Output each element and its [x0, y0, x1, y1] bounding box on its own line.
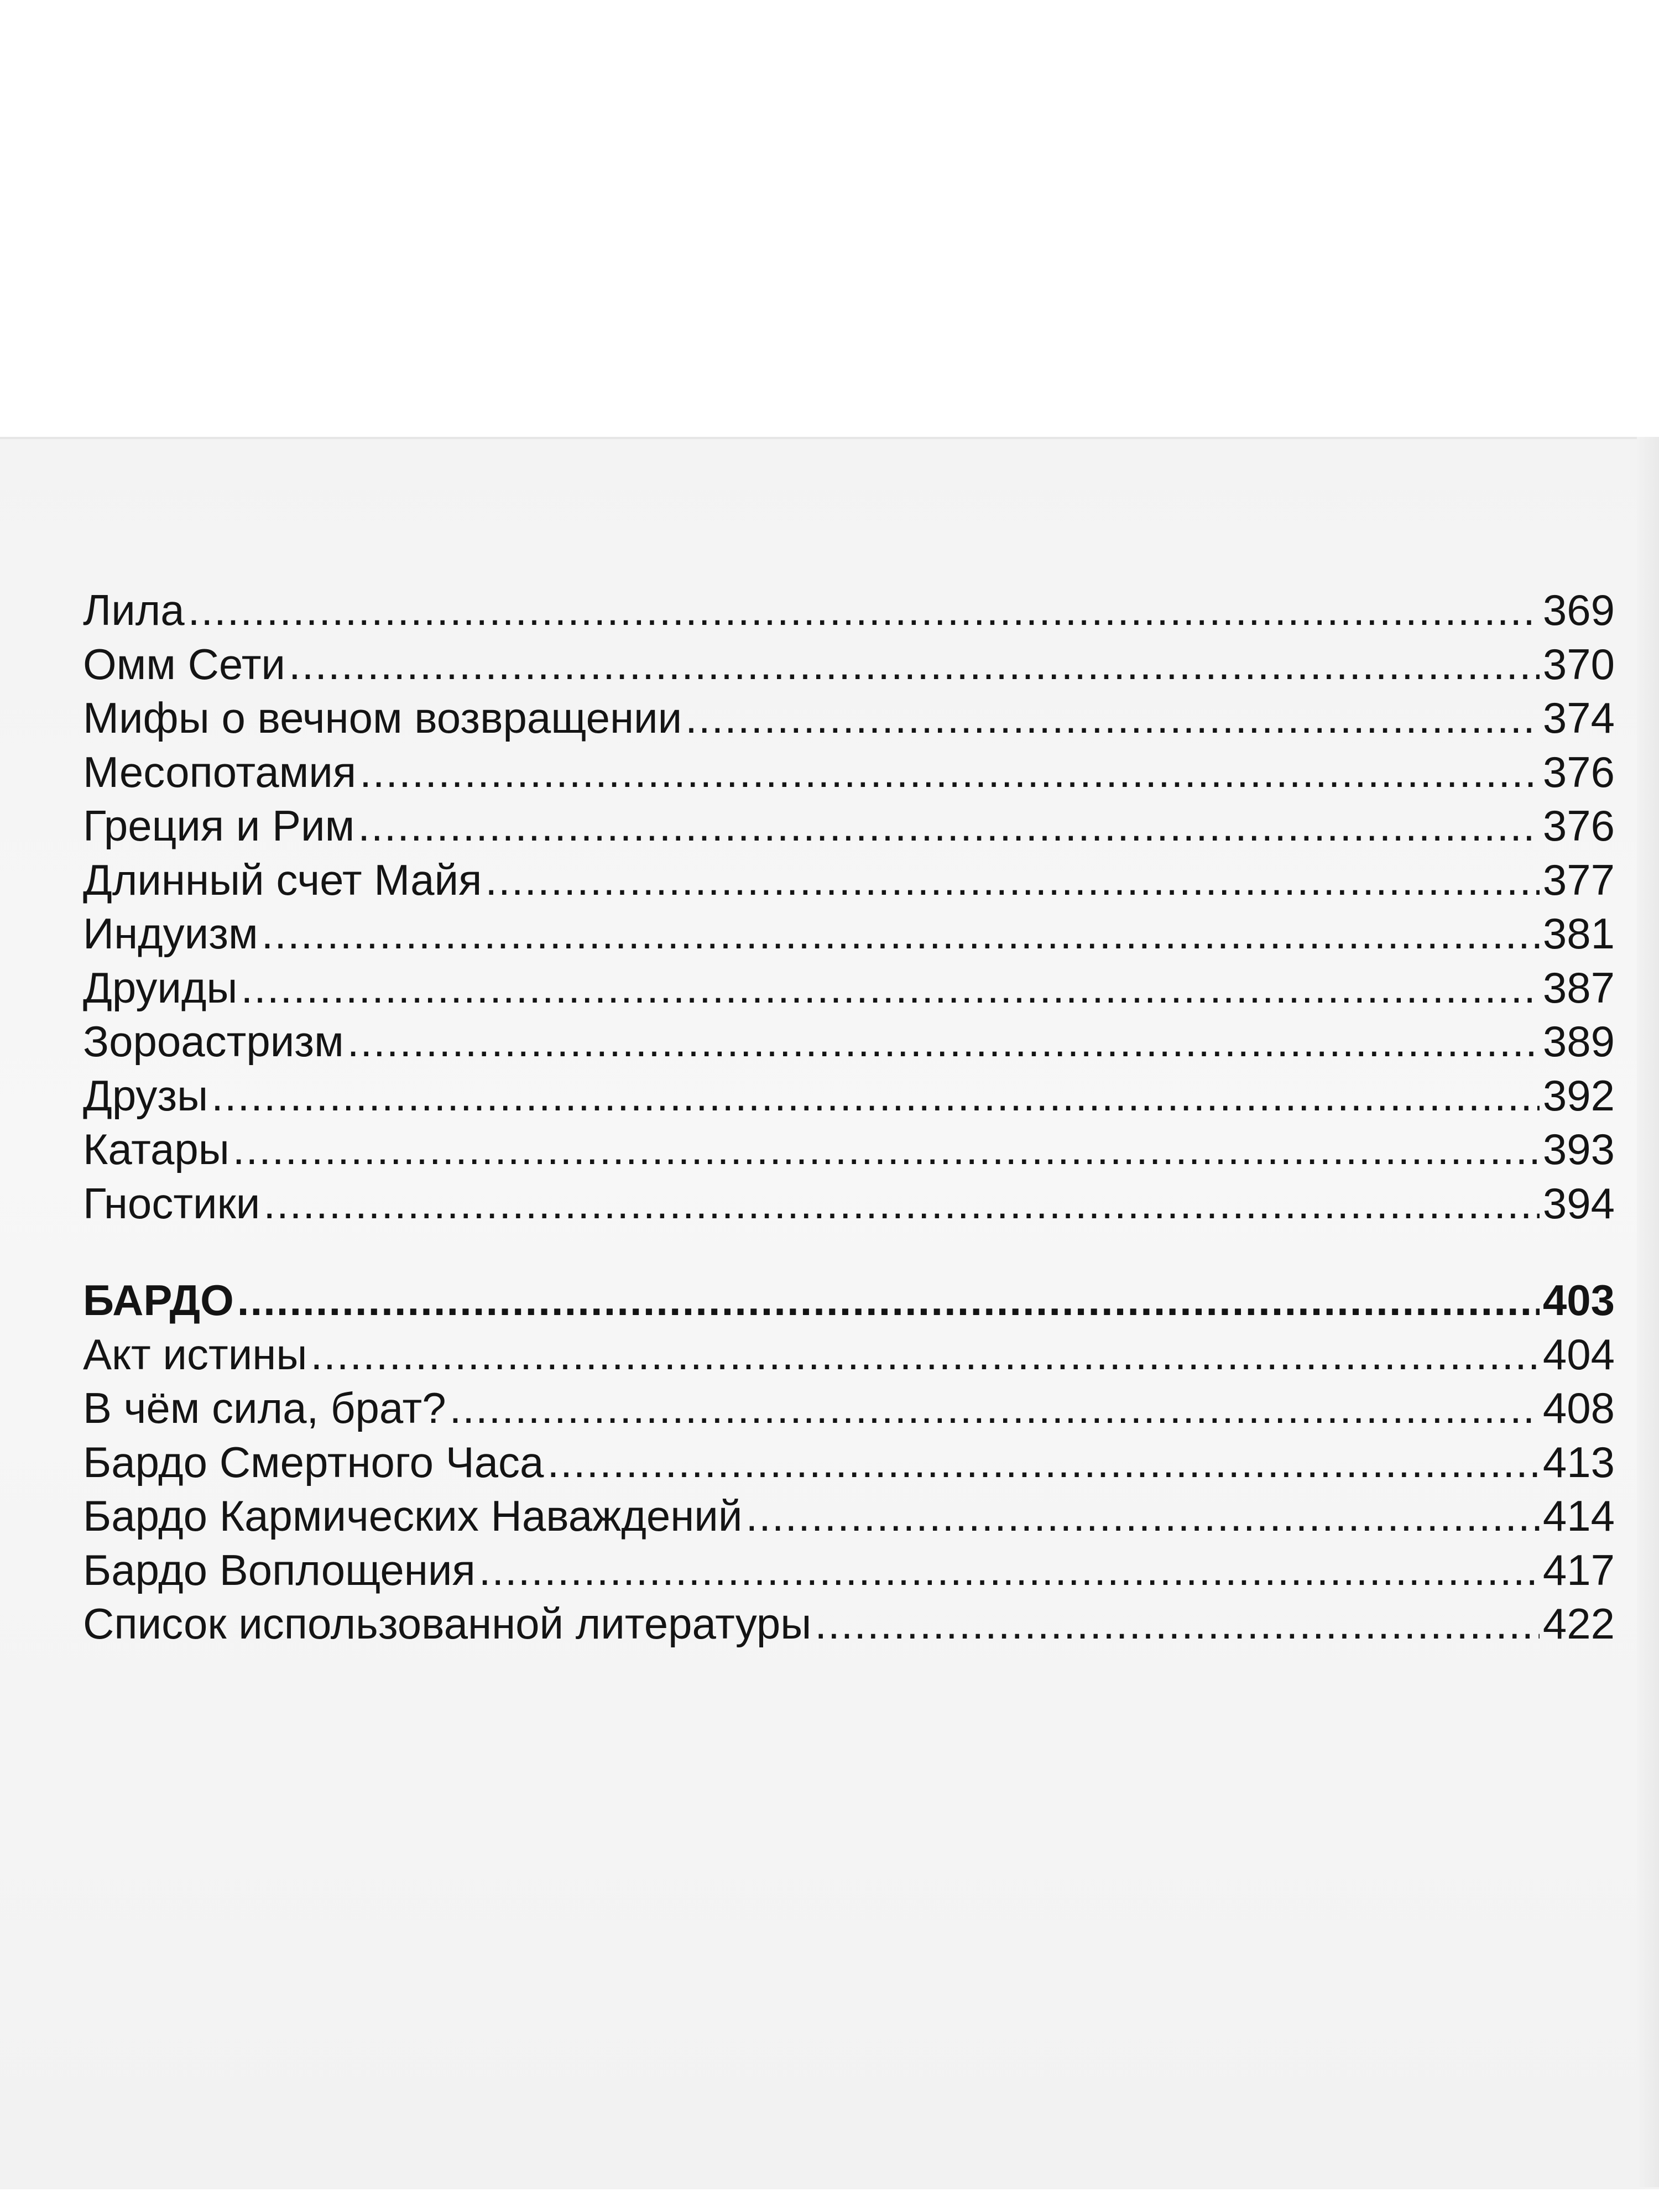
- toc-entry-myths: [83, 691, 1615, 745]
- toc-dot-leader: [347, 1015, 1540, 1069]
- toc-entry-page: 392: [1542, 1071, 1615, 1120]
- toc-entry-bardo-incarnation: [83, 1543, 1615, 1598]
- toc-entry-mesopotamia: [83, 745, 1615, 800]
- toc-entry-title: Индуизм: [83, 909, 258, 958]
- toc-dot-leader: [263, 1177, 1540, 1231]
- toc-entry-title: Друзы: [83, 1071, 208, 1120]
- toc-dot-leader: [450, 1381, 1540, 1436]
- toc-dot-leader: [485, 853, 1540, 907]
- toc-entry-maya-long-count: [83, 853, 1615, 907]
- toc-entry-page: 376: [1542, 747, 1615, 796]
- toc-dot-leader: [685, 691, 1540, 745]
- toc-entry-title: Гностики: [83, 1178, 260, 1228]
- toc-entry-title: Омм Сети: [83, 639, 286, 688]
- toc-entry-title: Катары: [83, 1125, 229, 1173]
- toc-entry-omm-seti: [83, 638, 1615, 692]
- toc-entry-page: 394: [1542, 1178, 1615, 1228]
- toc-entry-cathars: [83, 1123, 1615, 1177]
- toc-dot-leader: [237, 1274, 1540, 1328]
- toc-section-bardo: [83, 1274, 1615, 1328]
- toc-entry-act-of-truth: [83, 1328, 1615, 1382]
- toc-entry-druze: [83, 1069, 1615, 1123]
- toc-entry-page: 381: [1542, 909, 1615, 958]
- toc-entry-title: Список использованной литературы: [83, 1599, 812, 1648]
- toc-section-page: 403: [1542, 1276, 1615, 1324]
- toc-dot-leader: [289, 638, 1540, 692]
- toc-entry-page: 417: [1542, 1545, 1615, 1594]
- toc-entry-page: 389: [1542, 1017, 1615, 1066]
- toc-dot-leader: [188, 583, 1540, 638]
- toc-entry-druids: [83, 961, 1615, 1015]
- toc-entry-greece-rome: [83, 799, 1615, 853]
- toc-entry-zoroastrianism: [83, 1015, 1615, 1069]
- toc-entry-bibliography: [83, 1597, 1615, 1651]
- toc-entry-page: 374: [1542, 693, 1615, 742]
- toc-entry-title: Лила: [83, 586, 185, 634]
- toc-dot-leader: [745, 1489, 1539, 1543]
- toc-entry-page: 370: [1542, 639, 1615, 688]
- toc-entry-title: Бардо Смертного Часа: [83, 1437, 544, 1486]
- toc-entry-title: Мифы о вечном возвращении: [83, 693, 682, 742]
- toc-entry-page: 404: [1542, 1329, 1615, 1379]
- toc-dot-leader: [262, 907, 1540, 961]
- toc-entry-page: 369: [1542, 586, 1615, 634]
- toc-entry-page: 376: [1542, 801, 1615, 850]
- toc-entry-title: В чём сила, брат?: [83, 1384, 446, 1432]
- toc-entry-page: 414: [1542, 1491, 1615, 1540]
- toc-dot-leader: [815, 1597, 1540, 1651]
- toc-entry-title: Месопотамия: [83, 747, 357, 796]
- toc-entry-page: 422: [1542, 1599, 1615, 1648]
- toc-entry-gnostics: [83, 1177, 1615, 1231]
- toc-dot-leader: [479, 1543, 1540, 1598]
- toc-entry-title: Акт истины: [83, 1329, 307, 1379]
- toc-entry-title: Зороастризм: [83, 1017, 344, 1066]
- toc-dot-leader: [310, 1328, 1539, 1382]
- toc-entry-title: Бардо Кармических Наваждений: [83, 1491, 743, 1540]
- toc-entry-page: 377: [1542, 855, 1615, 904]
- toc-entry-strength-brother: [83, 1381, 1615, 1436]
- toc-entry-page: 393: [1542, 1125, 1615, 1173]
- toc-entry-lila: [83, 583, 1615, 638]
- toc-dot-leader: [241, 961, 1539, 1015]
- toc-dot-leader: [359, 745, 1540, 800]
- toc-entry-page: 387: [1542, 963, 1615, 1012]
- table-of-contents: [83, 583, 1615, 1651]
- toc-entry-title: Греция и Рим: [83, 801, 355, 850]
- toc-entry-page: 408: [1542, 1384, 1615, 1432]
- toc-entry-bardo-karmic-illusions: [83, 1489, 1615, 1543]
- page-edge: [1637, 437, 1659, 2187]
- toc-dot-leader: [547, 1436, 1539, 1490]
- toc-dot-leader: [233, 1123, 1540, 1177]
- toc-dot-leader: [358, 799, 1540, 853]
- toc-entry-title: Друиды: [83, 963, 238, 1012]
- toc-entry-page: 413: [1542, 1437, 1615, 1486]
- toc-section-title: БАРДО: [83, 1276, 234, 1324]
- toc-dot-leader: [211, 1069, 1540, 1123]
- toc-entry-hinduism: [83, 907, 1615, 961]
- toc-entry-title: Длинный счет Майя: [83, 855, 482, 904]
- toc-entry-bardo-death-hour: [83, 1436, 1615, 1490]
- toc-entry-title: Бардо Воплощения: [83, 1545, 476, 1594]
